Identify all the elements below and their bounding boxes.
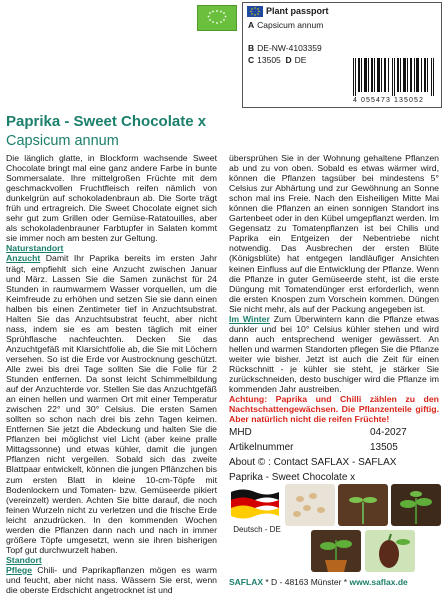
- eu-flag-icon: [247, 6, 263, 17]
- passport-title: Plant passport: [266, 6, 329, 16]
- passport-line-a: A Capsicum annum: [248, 20, 324, 30]
- seed-photo: [285, 484, 335, 526]
- right-text-column: [229, 153, 439, 424]
- anzucht-paragraph: Anzucht Damit Ihr Paprika bereits im ersten Jahr trägt, empfiehlt sich eine Anzucht zwischen Januar und März. Lassen Sie die Samen zunächst für 24 Stunden in raumwarmem Wasser vorquellen, um die Keimfreude zu erhöhen und setzen Sie sie dann einen halben bis einen Zentimeter tief in Anzuchtsubstrat. Halten Sie das Anzuchtsubstrat feucht, aber nicht nass, indem sie es am besten täglich mit einer Sprühflasche nachfeuchten. Decken Sie das Anzuchtgefäß mit Klarsichtfolie ab, die Sie mit Löchern versehen. So ist die Erde vor Austrocknung geschützt. Alle zwei bis drei Tage sollten Sie die Folie für 2 Stunden entfernen. Da sonst leicht Schimmelbildung auf der Anzuchterde vor. Stellen Sie das Anzuchtgefäß an einen hellen und warmen Ort mit einer Temperatur zwischen 22° und 30° Celsius. Die ersten Samen sollten so schon nach drei bis zehn Tagen keimen. Entfernen Sie jetzt die Abdeckung und halten Sie die Pflanzen bei möglichst viel Licht (aber keine pralle Mittagssonne) und etwas kühler, damit die jungen Pflanzen nicht vergeilen. Sobald sich das zweite Blattpaar entwickelt, können die jungen Pflänzchen bis zum ersten Blatt in kleine 10-cm-Töpfe mit Bodenlockern und Tomaten- bzw. Gemüseerde pikiert (vereinzelt) werden. Achten Sie bitte darauf, die noch feinen Wurzeln nicht zu verletzen und die frische Erde leicht anzudrücken. In den kommenden Wochen werden die Pflanzen dann nach und nach in immer größere Töpfe umgesetzt, wenn sie ihren bisherigen Topf gut durchwurzelt haben.: [6, 253, 217, 555]
- language-label: Deutsch - DE: [233, 525, 281, 534]
- barcode-number: 4 055473 135052: [353, 97, 424, 104]
- pflege-heading: Pflege: [6, 564, 33, 575]
- footer: SAFLAX * D - 48163 Münster * www.saflax.de: [229, 577, 408, 587]
- about-line: About © : Contact SAFLAX - SAFLAX: [229, 457, 397, 468]
- plant-passport: [242, 2, 442, 108]
- article-number-row: Artikelnummer 13505: [229, 442, 398, 453]
- mhd-row: MHD 04-2027: [229, 427, 407, 438]
- left-text-column: [6, 153, 217, 595]
- passport-line-b: B DE-NW-4103359: [248, 43, 322, 53]
- product-title: Paprika - Sweet Chocolate x: [6, 113, 207, 130]
- eu-organic-logo: [197, 5, 237, 31]
- winter-paragraph: Im Winter Zum Überwintern kann die Pflanze etwas dunkler und bei 10° Celsius kühler stehen und wird dann auch entsprechend weniger gewässert. An hellen und warmen Standorten pflegen Sie die Pflanze weiter wie bisher. Jetzt ist auch die Zeit für einen Rückschnitt - je kühler sie steht, je stärker Sie zurückschneiden, desto buschiger wird die Pflanze im kommenden Jahr austreiben.: [229, 313, 439, 395]
- plant-pot-photo: [311, 530, 361, 572]
- pflege-paragraph: Pflege Chili- und Paprikapflanzen mögen es warm und feucht, aber nicht nass. Wässern Sie erst, wenn die oberste Erdschicht angetrocknet ist und: [6, 564, 217, 596]
- section-naturstandort: Naturstandort: [6, 243, 64, 254]
- winter-heading: Im Winter: [229, 313, 270, 324]
- intro-text: Die länglich glatte, in Blockform wachsende Sweet Chocolate bringt mal eine ganz andere Farbe in bunte Sommersalate. Ihre mittelgroßen Früchte mit dem geschmackvollen Fruchtfleisch reifen nämlich von dunkelgrün auf schokoladenbraun ab. Die Sorte trägt früh und ertragreich. Die Sweet Chocolate eignet sich sehr gut zum Grillen oder Gemüse-Ratatouilles, aber als schokoladenbrauner Farbtupfer in Salaten kommt sie immer noch am besten zur Geltung.: [6, 153, 217, 244]
- barcode: [353, 58, 435, 96]
- anzucht-heading: Anzucht: [6, 253, 41, 264]
- care-continued-text: übersprühen Sie in der Wohnung gehaltene Pflanzen ab und zu von oben. Sobald es etwas wärmer wird, können die Pflanzen tagsüber bei mindestens 5° Celsius zur Abhärtung und zur Gewöhnung an Sonne schon mal ins Freie. Nach den Eisheiligen Mitte Mai können die Pflanzen an einen sonnigen Standort ins Gartenbeet oder in den Kübel umgepflanzt werden. Im Gegensatz zu Tomatenpflanzen ist bei Chilis und Paprika ein Entgeizen der Nebentriebe nicht notwendig. Das Ausbrechen der ersten Blüte (Königsblüte) hat entgegen landläufiger Ansichten keinen Einfluss auf die Entwicklung der Pflanze. Wenn die Pflanze in guter Gemüseerde steht, ist die erste Düngung mit Tomatendünger erst erforderlich, wenn die ersten Knospen zum Vorschein kommen. Düngen Sie nicht mehr, als auf der Packung angegeben ist.: [229, 153, 439, 314]
- fruit-photo: [365, 530, 415, 572]
- german-flag: [229, 486, 281, 524]
- toxicity-warning: Achtung: Paprika und Chilli zählen zu den Nachtschattengewächsen. Die Pflanzenteile giftig. Aber natürlich nicht die reifen Früchte!: [229, 394, 439, 425]
- website-link[interactable]: www.saflax.de: [349, 577, 408, 587]
- young-plant-photo: [391, 484, 441, 526]
- product-name-line: Paprika - Sweet Chocolate x: [229, 472, 356, 483]
- brand-name: SAFLAX: [229, 577, 263, 587]
- section-standort: Standort: [6, 554, 42, 565]
- seedling-photo: [338, 484, 388, 526]
- cultivation-photos: [285, 484, 441, 574]
- passport-line-cd: C 13505 D DE: [248, 55, 307, 65]
- botanical-name: Capsicum annum: [6, 133, 119, 149]
